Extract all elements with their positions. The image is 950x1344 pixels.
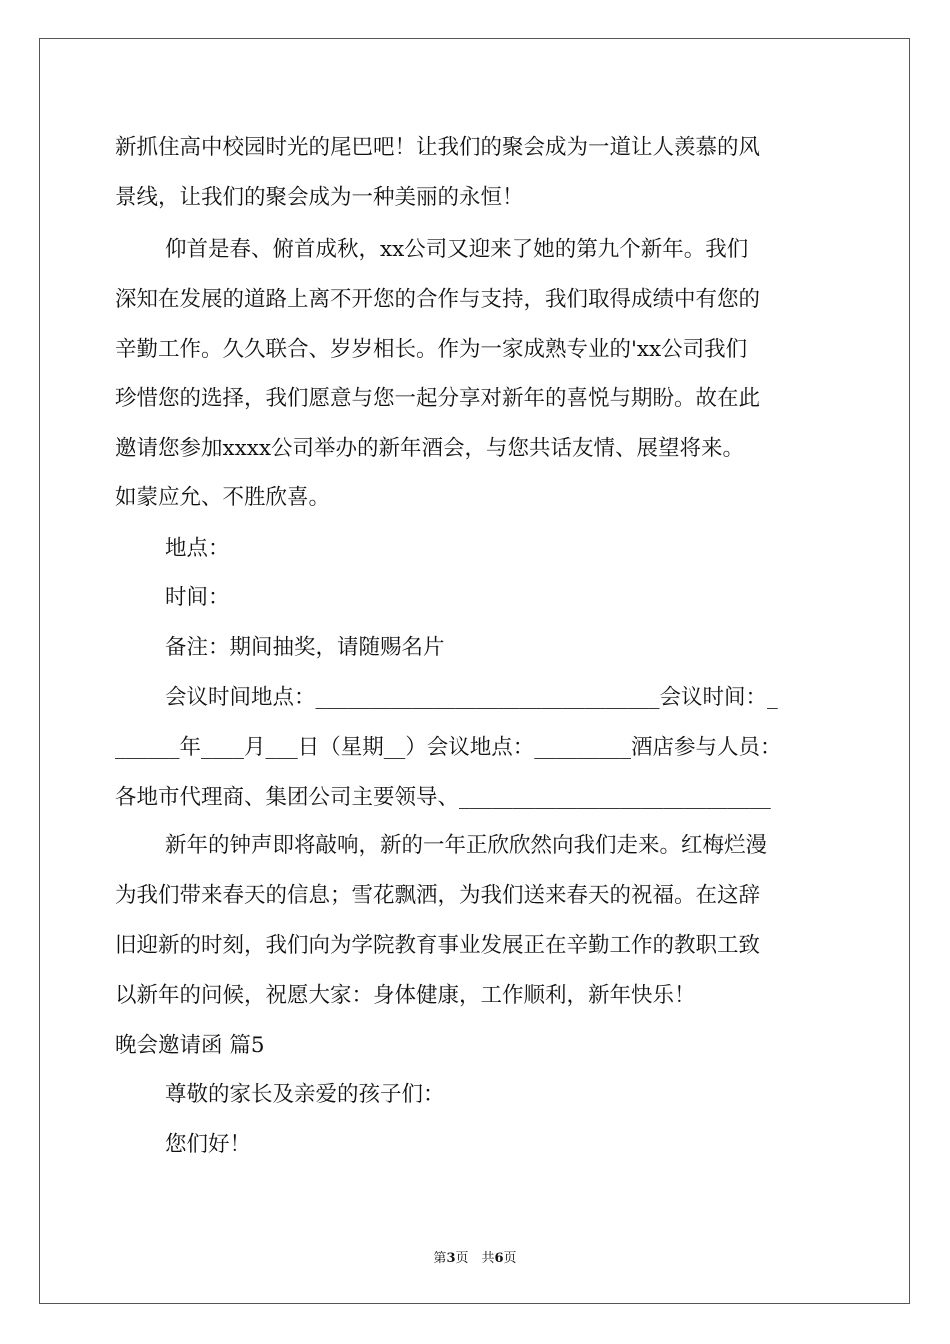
footer-mid: 页 共 — [455, 1251, 495, 1266]
text-line: 新年的钟声即将敲响，新的一年正欣欣然向我们走来。红梅烂漫 — [165, 833, 768, 858]
text-line: 地点： — [165, 536, 230, 561]
footer-prefix: 第 — [433, 1251, 447, 1266]
text-line: 尊敬的家长及亲爱的孩子们： — [165, 1082, 445, 1107]
text-line: 时间： — [165, 585, 230, 610]
text-line: 珍惜您的选择，我们愿意与您一起分享对新年的喜悦与期盼。故在此 — [115, 386, 761, 411]
text-line: 仰首是春、俯首成秋，xx公司又迎来了她的第九个新年。我们 — [165, 237, 749, 262]
text-line: 邀请您参加xxxx公司举办的新年酒会，与您共话友情、展望将来。 — [115, 436, 745, 461]
text-line: 以新年的问候，祝愿大家：身体健康，工作顺利，新年快乐！ — [115, 983, 696, 1008]
footer-suffix: 页 — [503, 1251, 517, 1266]
page-footer — [0, 1247, 950, 1266]
text-line: ______年____月___日（星期__）会议地点：_________酒店参与人员： — [115, 735, 782, 760]
page-frame — [39, 38, 910, 1304]
text-line: 您们好！ — [165, 1132, 252, 1157]
text-line: 旧迎新的时刻，我们向为学院教育事业发展正在辛勤工作的教职工致 — [115, 933, 761, 958]
text-line: 景线，让我们的聚会成为一种美丽的永恒！ — [115, 185, 524, 210]
text-line: 深知在发展的道路上离不开您的合作与支持，我们取得成绩中有您的 — [115, 287, 761, 312]
text-line: 各地市代理商、集团公司主要领导、_____________________________ — [115, 785, 771, 810]
section-heading: 晚会邀请函 篇5 — [115, 1033, 265, 1058]
text-line: 新抓住高中校园时光的尾巴吧！让我们的聚会成为一道让人羡慕的风 — [115, 135, 761, 160]
text-line: 会议时间地点：________________________________会议时间：_ — [165, 685, 778, 710]
text-line: 辛勤工作。久久联合、岁岁相长。作为一家成熟专业的'xx公司我们 — [115, 337, 748, 362]
page-total: 6 — [494, 1251, 504, 1266]
page-number: 3 — [446, 1251, 456, 1266]
text-line: 为我们带来春天的信息；雪花飘洒，为我们送来春天的祝福。在这辞 — [115, 883, 761, 908]
text-line: 备注：期间抽奖，请随赐名片 — [165, 635, 445, 660]
text-line: 如蒙应允、不胜欣喜。 — [115, 485, 331, 510]
